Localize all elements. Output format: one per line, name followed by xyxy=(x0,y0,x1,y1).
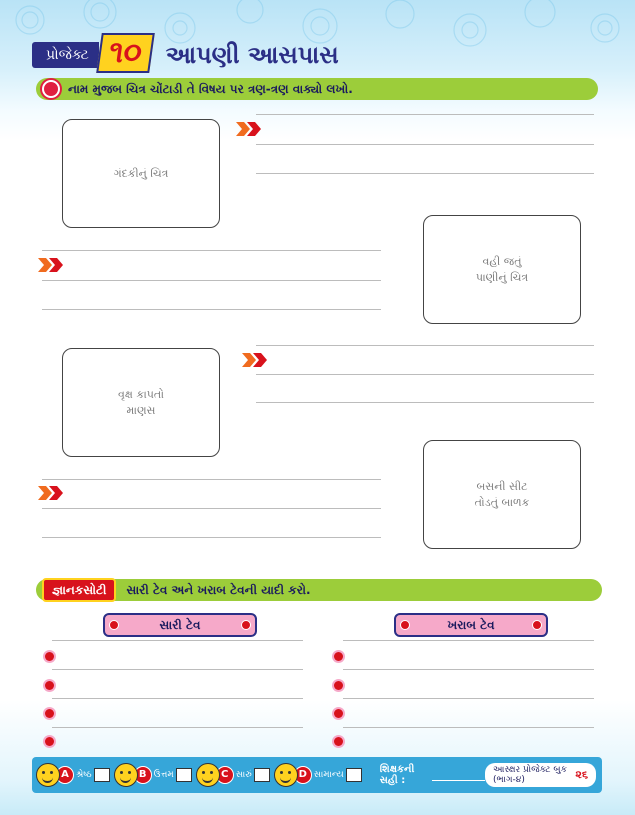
book-badge xyxy=(485,763,596,787)
grade-a xyxy=(36,763,110,787)
page-title: આપણી આસપાસ xyxy=(165,41,339,69)
grade-label: ઉત્તમ xyxy=(153,770,174,780)
writing-line[interactable] xyxy=(42,537,381,538)
book-title: આસ્ક્ષર પ્રોજેક્ટ બુક (ભાગ-૪) xyxy=(493,765,567,785)
writing-line[interactable] xyxy=(256,114,594,115)
grade-d xyxy=(274,763,362,787)
grade-label: સામાન્ય xyxy=(313,770,344,780)
bullet-dot xyxy=(45,709,54,718)
writing-line[interactable] xyxy=(52,698,303,699)
teacher-signature-line[interactable] xyxy=(432,770,485,781)
grade-letter: D xyxy=(294,766,312,784)
writing-line[interactable] xyxy=(52,727,303,728)
grade-label: સારું xyxy=(235,770,252,780)
grade-a-checkbox[interactable] xyxy=(94,768,110,782)
picture-box-tree-cutting[interactable] xyxy=(62,348,220,457)
writing-line[interactable] xyxy=(256,345,594,346)
project-label: પ્રોજેક્ટ xyxy=(32,42,99,68)
smiley-face-icon xyxy=(274,763,298,787)
writing-line[interactable] xyxy=(42,250,381,251)
smiley-face-icon xyxy=(36,763,60,787)
smiley-face-icon xyxy=(114,763,138,787)
picture-box-label: વહી જતું પાણીનું ચિત્ર xyxy=(475,254,529,284)
picture-box-bus-seat[interactable] xyxy=(423,440,581,549)
grade-b-checkbox[interactable] xyxy=(176,768,192,782)
writing-line[interactable] xyxy=(52,669,303,670)
writing-line[interactable] xyxy=(42,479,381,480)
chevron-arrow-icon xyxy=(242,353,268,367)
bullet-dot xyxy=(334,737,343,746)
good-habits-label: સારી ટેવ xyxy=(159,618,201,632)
bullet-dot xyxy=(45,652,54,661)
gk-instruction: સારી ટેવ અને ખરાબ ટેવની યાદી કરો. xyxy=(126,582,311,597)
writing-line[interactable] xyxy=(256,144,594,145)
picture-box-dirt[interactable] xyxy=(62,119,220,228)
grade-c-checkbox[interactable] xyxy=(254,768,270,782)
bullet-dot xyxy=(45,681,54,690)
gk-instruction-bar xyxy=(36,579,602,601)
page-header xyxy=(32,35,339,70)
chevron-arrow-icon xyxy=(38,258,64,272)
chevron-arrow-icon xyxy=(38,486,64,500)
teacher-signature-label: શિક્ષકની સહી : xyxy=(379,764,415,786)
project-number: ૧૦ xyxy=(96,33,154,73)
writing-line[interactable] xyxy=(343,698,594,699)
grading-footer xyxy=(32,757,602,793)
task-instruction: નામ મુજબ ચિત્ર ચોંટાડી તે વિષય પર ત્રણ-ત્રણ વાક્યો લખો. xyxy=(68,81,353,96)
bullet-dot xyxy=(334,652,343,661)
picture-box-label: વૃક્ષ કાપતો માણસ xyxy=(118,387,164,417)
grade-d-checkbox[interactable] xyxy=(346,768,362,782)
gk-badge: જ્ઞાનકસોટી xyxy=(42,578,116,602)
smiley-face-icon xyxy=(196,763,220,787)
grade-label: શ્રેષ્ઠ xyxy=(76,770,92,780)
page-number: ૨૬ xyxy=(575,768,588,781)
target-icon xyxy=(42,80,60,98)
bullet-dot xyxy=(45,737,54,746)
picture-box-water[interactable] xyxy=(423,215,581,324)
bad-habits-header xyxy=(394,613,548,637)
writing-line[interactable] xyxy=(42,309,381,310)
grade-b xyxy=(114,763,192,787)
good-habits-header xyxy=(103,613,257,637)
grade-c xyxy=(196,763,270,787)
chevron-arrow-icon xyxy=(236,122,262,136)
bullet-dot xyxy=(334,709,343,718)
grade-letter: C xyxy=(216,766,234,784)
writing-line[interactable] xyxy=(256,402,594,403)
writing-line[interactable] xyxy=(343,727,594,728)
writing-line[interactable] xyxy=(42,280,381,281)
writing-line[interactable] xyxy=(42,508,381,509)
writing-line[interactable] xyxy=(343,669,594,670)
task-instruction-bar xyxy=(36,78,598,100)
writing-line[interactable] xyxy=(52,640,303,641)
bad-habits-label: ખરાબ ટેવ xyxy=(447,618,495,632)
grade-letter: A xyxy=(56,766,74,784)
picture-box-label: બસની સીટ તોડતું બાળક xyxy=(474,479,530,509)
writing-line[interactable] xyxy=(256,374,594,375)
bullet-dot xyxy=(334,681,343,690)
writing-line[interactable] xyxy=(343,640,594,641)
grade-letter: B xyxy=(134,766,152,784)
writing-line[interactable] xyxy=(256,173,594,174)
picture-box-label: ગંદકીનું ચિત્ર xyxy=(113,166,169,180)
